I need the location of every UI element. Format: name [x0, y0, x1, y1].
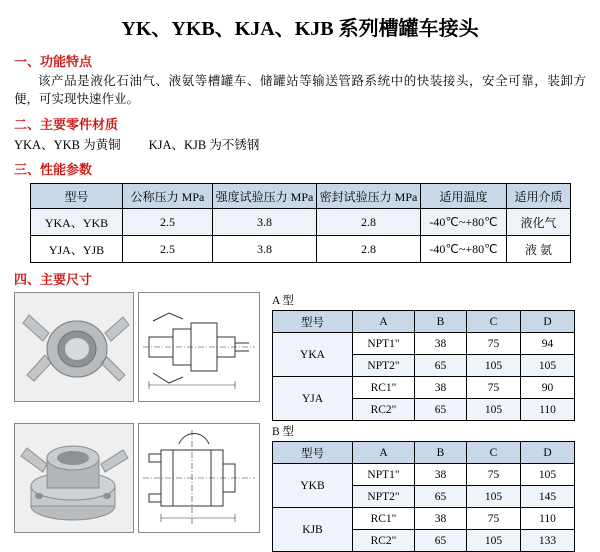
- coupling-photo-a: [14, 292, 134, 402]
- material-lines: [14, 135, 600, 153]
- dimb-model-kjb: KJB: [273, 508, 353, 552]
- dimension-row-b: [14, 423, 600, 552]
- dimb-r2-c2: 38: [415, 508, 467, 530]
- dima-r0-c3: 75: [467, 333, 521, 355]
- table-header-row: [31, 184, 571, 209]
- dima-col-1: A: [353, 311, 415, 333]
- perf-r1-c1: 2.5: [123, 236, 213, 263]
- perf-r0-c1: 2.5: [123, 209, 213, 236]
- dimension-table-a-label: A 型: [272, 295, 295, 307]
- coupling-drawing-a: [138, 292, 260, 402]
- perf-r0-c4: -40℃~+80℃: [421, 209, 507, 236]
- perf-r0-c3: 2.8: [317, 209, 421, 236]
- dima-r2-c1: RC1": [353, 377, 415, 399]
- dima-r3-c4: 110: [521, 399, 575, 421]
- perf-r0-c0: YKA、YKB: [31, 209, 123, 236]
- table-row: [31, 236, 571, 263]
- dima-model-yja: YJA: [273, 377, 353, 421]
- perf-r1-c2: 3.8: [213, 236, 317, 263]
- dima-col-0: 型号: [273, 311, 353, 333]
- dimb-col-4: D: [521, 442, 575, 464]
- dimb-r0-c1: NPT1": [353, 464, 415, 486]
- dimension-table-b-label: B 型: [272, 426, 295, 438]
- section-heading-material: 二、主要零件材质: [14, 117, 119, 132]
- dima-r0-c4: 94: [521, 333, 575, 355]
- table-header-row: [273, 442, 575, 464]
- perf-col-0: 型号: [31, 184, 123, 209]
- dimension-table-b-wrap: [272, 423, 600, 552]
- perf-r0-c2: 3.8: [213, 209, 317, 236]
- dima-r1-c2: 65: [415, 355, 467, 377]
- coupling-photo-b: [14, 423, 134, 533]
- dimb-r3-c1: RC2": [353, 530, 415, 552]
- perf-r1-c5: 液 氨: [507, 236, 571, 263]
- dima-r1-c1: NPT2": [353, 355, 415, 377]
- coupling-drawing-b: [138, 423, 260, 533]
- dimb-col-1: A: [353, 442, 415, 464]
- dima-col-3: C: [467, 311, 521, 333]
- table-row: [273, 333, 575, 355]
- dimension-table-a: [272, 310, 575, 421]
- dimb-r1-c4: 145: [521, 486, 575, 508]
- dima-r2-c4: 90: [521, 377, 575, 399]
- dimension-table-a-wrap: [272, 292, 600, 421]
- material-right: KJA、KJB 为不锈钢: [148, 138, 260, 152]
- table-header-row: [273, 311, 575, 333]
- perf-r1-c4: -40℃~+80℃: [421, 236, 507, 263]
- dimb-col-0: 型号: [273, 442, 353, 464]
- perf-r0-c5: 液化气: [507, 209, 571, 236]
- dimb-r2-c3: 75: [467, 508, 521, 530]
- table-row: [31, 209, 571, 236]
- table-row: [273, 508, 575, 530]
- dimb-col-2: B: [415, 442, 467, 464]
- dimb-r0-c3: 75: [467, 464, 521, 486]
- dimb-r0-c4: 105: [521, 464, 575, 486]
- perf-col-4: 适用温度: [421, 184, 507, 209]
- section-heading-features: 一、功能特点: [14, 54, 93, 69]
- dima-r2-c3: 75: [467, 377, 521, 399]
- dima-r0-c1: NPT1": [353, 333, 415, 355]
- dima-r3-c2: 65: [415, 399, 467, 421]
- dima-model-yka: YKA: [273, 333, 353, 377]
- dimb-r1-c2: 65: [415, 486, 467, 508]
- dimension-row-a: [14, 292, 600, 421]
- dimb-col-3: C: [467, 442, 521, 464]
- table-row: [273, 377, 575, 399]
- dima-r2-c2: 38: [415, 377, 467, 399]
- dima-col-4: D: [521, 311, 575, 333]
- dimb-r3-c4: 133: [521, 530, 575, 552]
- page-title: YK、YKB、KJA、KJB 系列槽罐车接头: [121, 18, 479, 40]
- perf-col-3: 密封试验压力 MPa: [317, 184, 421, 209]
- dimension-table-b: [272, 441, 575, 552]
- dimb-r2-c1: RC1": [353, 508, 415, 530]
- features-text: 该产品是液化石油气、液氨等槽罐车、储罐站等输送管路系统中的快装接头，安全可靠，装卸方便，可实现快速作业。: [14, 74, 586, 106]
- table-row: [273, 464, 575, 486]
- dima-r3-c3: 105: [467, 399, 521, 421]
- perf-r1-c0: YJA、YJB: [31, 236, 123, 263]
- dimb-r3-c2: 65: [415, 530, 467, 552]
- perf-col-2: 强度试验压力 MPa: [213, 184, 317, 209]
- dima-r1-c3: 105: [467, 355, 521, 377]
- section-heading-dimensions: 四、主要尺寸: [14, 272, 93, 287]
- dimb-r1-c1: NPT2": [353, 486, 415, 508]
- perf-col-5: 适用介质: [507, 184, 571, 209]
- performance-table: [30, 183, 571, 263]
- dimb-r2-c4: 110: [521, 508, 575, 530]
- dimb-r3-c3: 105: [467, 530, 521, 552]
- dimb-model-ykb: YKB: [273, 464, 353, 508]
- perf-r1-c3: 2.8: [317, 236, 421, 263]
- perf-col-1: 公称压力 MPa: [123, 184, 213, 209]
- dimb-r1-c3: 105: [467, 486, 521, 508]
- dimensions-section: [0, 292, 600, 552]
- dima-r0-c2: 38: [415, 333, 467, 355]
- dimb-r0-c2: 38: [415, 464, 467, 486]
- dima-col-2: B: [415, 311, 467, 333]
- datasheet-page: [0, 12, 600, 547]
- material-left: YKA、YKB 为黄铜: [14, 138, 121, 152]
- dima-r3-c1: RC2": [353, 399, 415, 421]
- dima-r1-c4: 105: [521, 355, 575, 377]
- section-heading-performance: 三、性能参数: [14, 162, 93, 177]
